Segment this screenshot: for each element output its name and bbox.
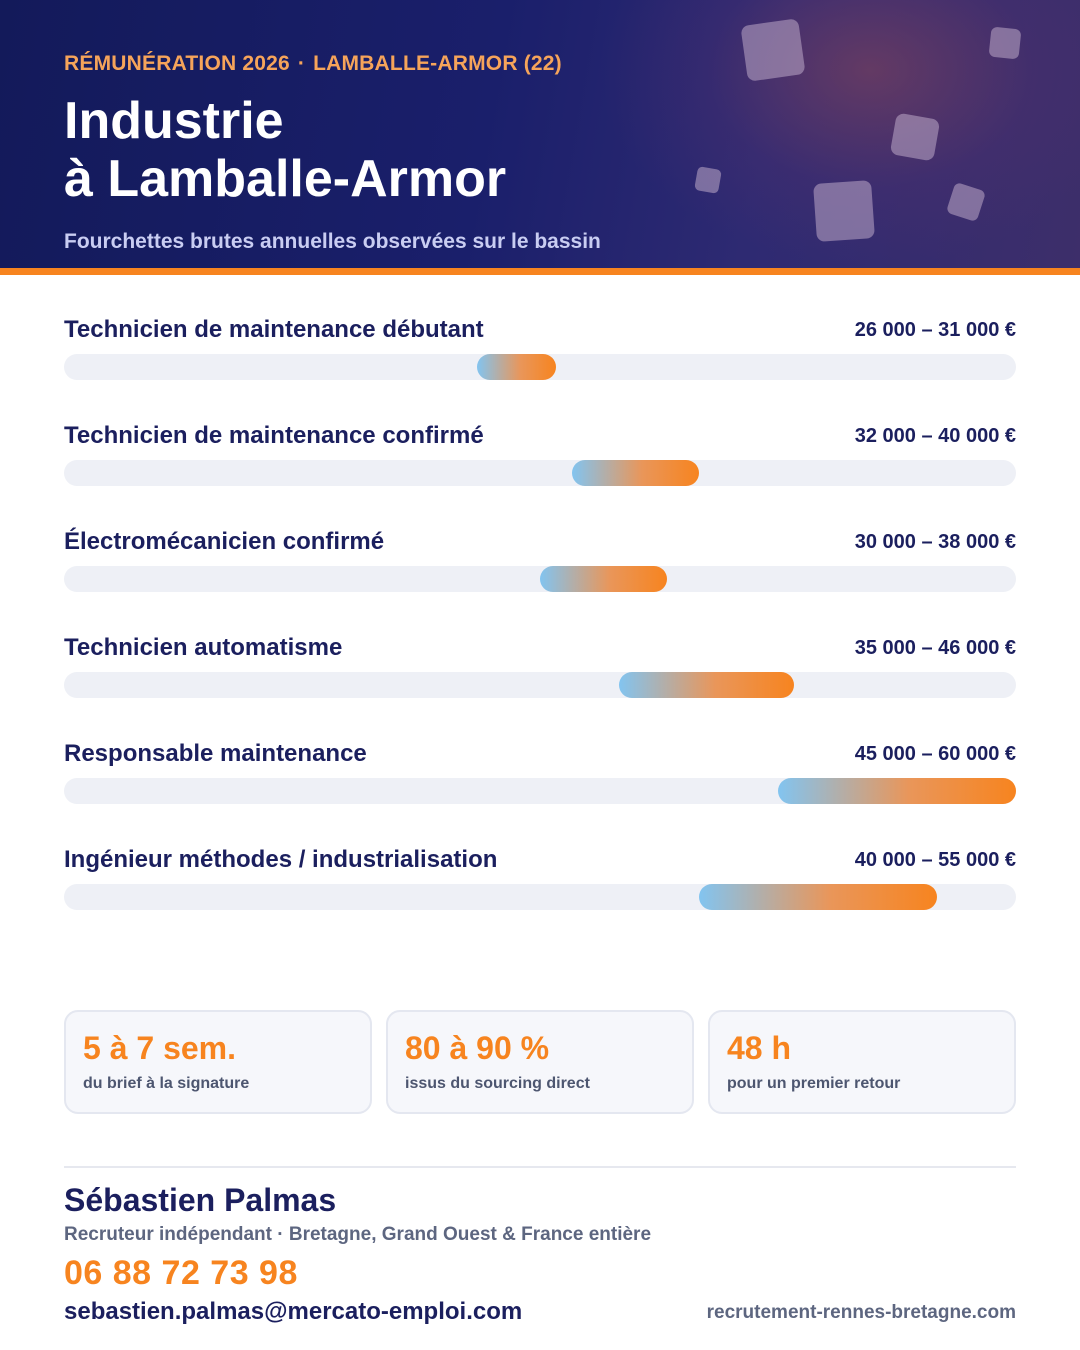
- range-bar: [477, 354, 556, 380]
- salary-range-value: 35 000 – 46 000 €: [854, 637, 1016, 659]
- stats-cards: [64, 1010, 1016, 1114]
- salary-ranges-list: [64, 316, 1016, 952]
- page-title: [64, 92, 506, 208]
- range-bar: [778, 778, 1016, 804]
- stat-value: 80 à 90 %: [405, 1030, 550, 1066]
- salary-range-value: 45 000 – 60 000 €: [854, 743, 1016, 765]
- salary-row: [64, 846, 1016, 952]
- range-track: [64, 354, 1016, 380]
- kicker-topic: RÉMUNÉRATION 2026: [64, 52, 290, 75]
- stat-card: [64, 1010, 372, 1114]
- decorative-square: [890, 112, 941, 161]
- contact-email[interactable]: sebastien.palmas@mercato-emploi.com: [64, 1298, 523, 1325]
- job-title: Électromécanicien confirmé: [64, 528, 385, 555]
- range-track: [64, 778, 1016, 804]
- job-title: Technicien automatisme: [64, 634, 343, 661]
- range-track: [64, 460, 1016, 486]
- range-track: [64, 672, 1016, 698]
- kicker-location: LAMBALLE-ARMOR (22): [313, 52, 562, 75]
- job-title: Responsable maintenance: [64, 740, 367, 767]
- contact-website[interactable]: recrutement-rennes-bretagne.com: [706, 1302, 1016, 1323]
- salary-row: [64, 740, 1016, 846]
- decorative-square: [989, 27, 1022, 60]
- decorative-square: [946, 182, 986, 222]
- stat-label: pour un premier retour: [727, 1075, 901, 1092]
- decorative-square: [694, 166, 722, 194]
- range-track: [64, 566, 1016, 592]
- stat-label: issus du sourcing direct: [405, 1075, 590, 1092]
- salary-row: [64, 316, 1016, 422]
- contact-phone[interactable]: 06 88 72 73 98: [64, 1254, 298, 1292]
- kicker-separator: ·: [297, 52, 306, 75]
- kicker: [64, 52, 562, 76]
- job-title: Ingénieur méthodes / industrialisation: [64, 846, 498, 873]
- stat-card: [386, 1010, 694, 1114]
- range-bar: [540, 566, 667, 592]
- stat-value: 48 h: [727, 1030, 792, 1066]
- salary-row: [64, 528, 1016, 634]
- stat-card: [708, 1010, 1016, 1114]
- range-bar: [699, 884, 937, 910]
- salary-row: [64, 422, 1016, 528]
- header-banner: [0, 0, 1080, 268]
- range-track: [64, 884, 1016, 910]
- range-bar: [619, 672, 794, 698]
- header-accent-bar: [0, 268, 1080, 275]
- job-title: Technicien de maintenance confirmé: [64, 422, 484, 449]
- contact-name: Sébastien Palmas: [64, 1182, 337, 1218]
- salary-row: [64, 634, 1016, 740]
- salary-range-value: 26 000 – 31 000 €: [854, 319, 1016, 341]
- title-line-1: Industrie: [64, 92, 284, 150]
- salary-range-value: 30 000 – 38 000 €: [854, 531, 1016, 553]
- range-bar: [572, 460, 699, 486]
- contact-role: Recruteur indépendant · Bretagne, Grand Ouest & France entière: [64, 1224, 652, 1245]
- decorative-square: [740, 18, 805, 82]
- footer-divider: [64, 1166, 1016, 1168]
- salary-range-value: 32 000 – 40 000 €: [854, 425, 1016, 447]
- stat-label: du brief à la signature: [83, 1075, 250, 1092]
- decorative-square: [813, 180, 875, 242]
- stat-value: 5 à 7 sem.: [83, 1030, 236, 1066]
- salary-range-value: 40 000 – 55 000 €: [854, 849, 1016, 871]
- page-subtitle: Fourchettes brutes annuelles observées sur le bassin: [64, 230, 601, 253]
- job-title: Technicien de maintenance débutant: [64, 316, 484, 343]
- title-line-2: à Lamballe-Armor: [64, 150, 507, 208]
